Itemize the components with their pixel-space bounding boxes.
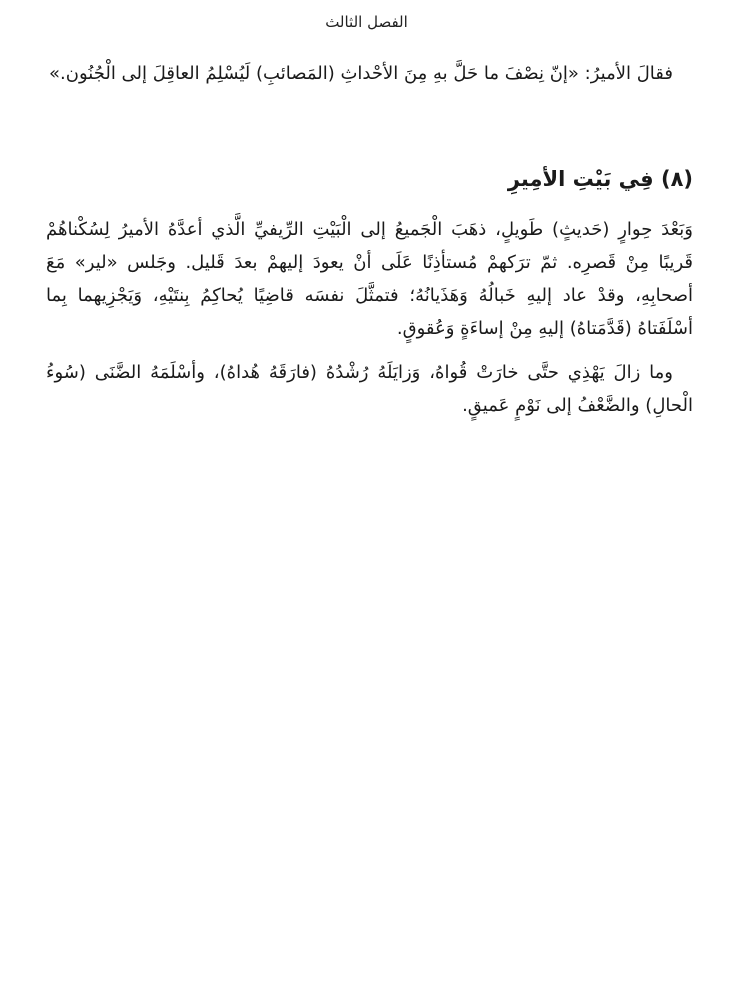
- paragraph-after-dialogue: [46, 213, 693, 345]
- paragraph-text: فقالَ الأميرُ: «إنّ نِصْفَ ما حَلَّ بهِ مِنَ الأحْداثِ (المَصائبِ) لَيُسْلِمُ العاقِلَ إلى الْجُنُون.»: [49, 63, 673, 84]
- paragraph-deep-sleep: [46, 356, 693, 422]
- paragraph-prince-quote: [46, 57, 693, 90]
- chapter-running-header: الفصل الثالث: [325, 13, 408, 31]
- section-heading: (٨) فِي بَيْتِ الأمِيرِ: [507, 167, 693, 191]
- paragraph-text: وما زالَ يَهْذِي حتَّى خارَتْ قُواهُ، وَزايَلَهُ رُشْدُهُ (فارَقَهُ هُداهُ)، وأسْلَمَهُ الضَّنَى (سُوءُ الْحالِ) والضَّعْفُ إلى نَوْمٍ عَميقٍ.: [46, 362, 693, 416]
- paragraph-text: وَبَعْدَ حِوارٍ (حَديثٍ) طَويلٍ، ذهَبَ الْجَميعُ إلى الْبَيْتِ الرِّيفيِّ الَّذي أعدَّهُ الأميرُ لِسُكْناهُمْ قَريبًا مِنْ قَصرِه. ثمّ ترَكهمْ مُستأذِنًا عَلَى أنْ يعودَ إليهمْ بعدَ قَليل. وجَلس «لير» مَعَ أصحابِهِ، وقدْ عاد إليهِ خَبالُهُ وَهَذَيانُهُ؛ فتمثَّلَ نفسَه قاضِيًا يُحاكِمُ بِنتَيْهِ، وَيَجْزِيهما بِما أسْلَفَتاهُ (قَدَّمَتاهُ) إليهِ مِنْ إساءَةٍ وَعُقوقٍ.: [46, 219, 693, 339]
